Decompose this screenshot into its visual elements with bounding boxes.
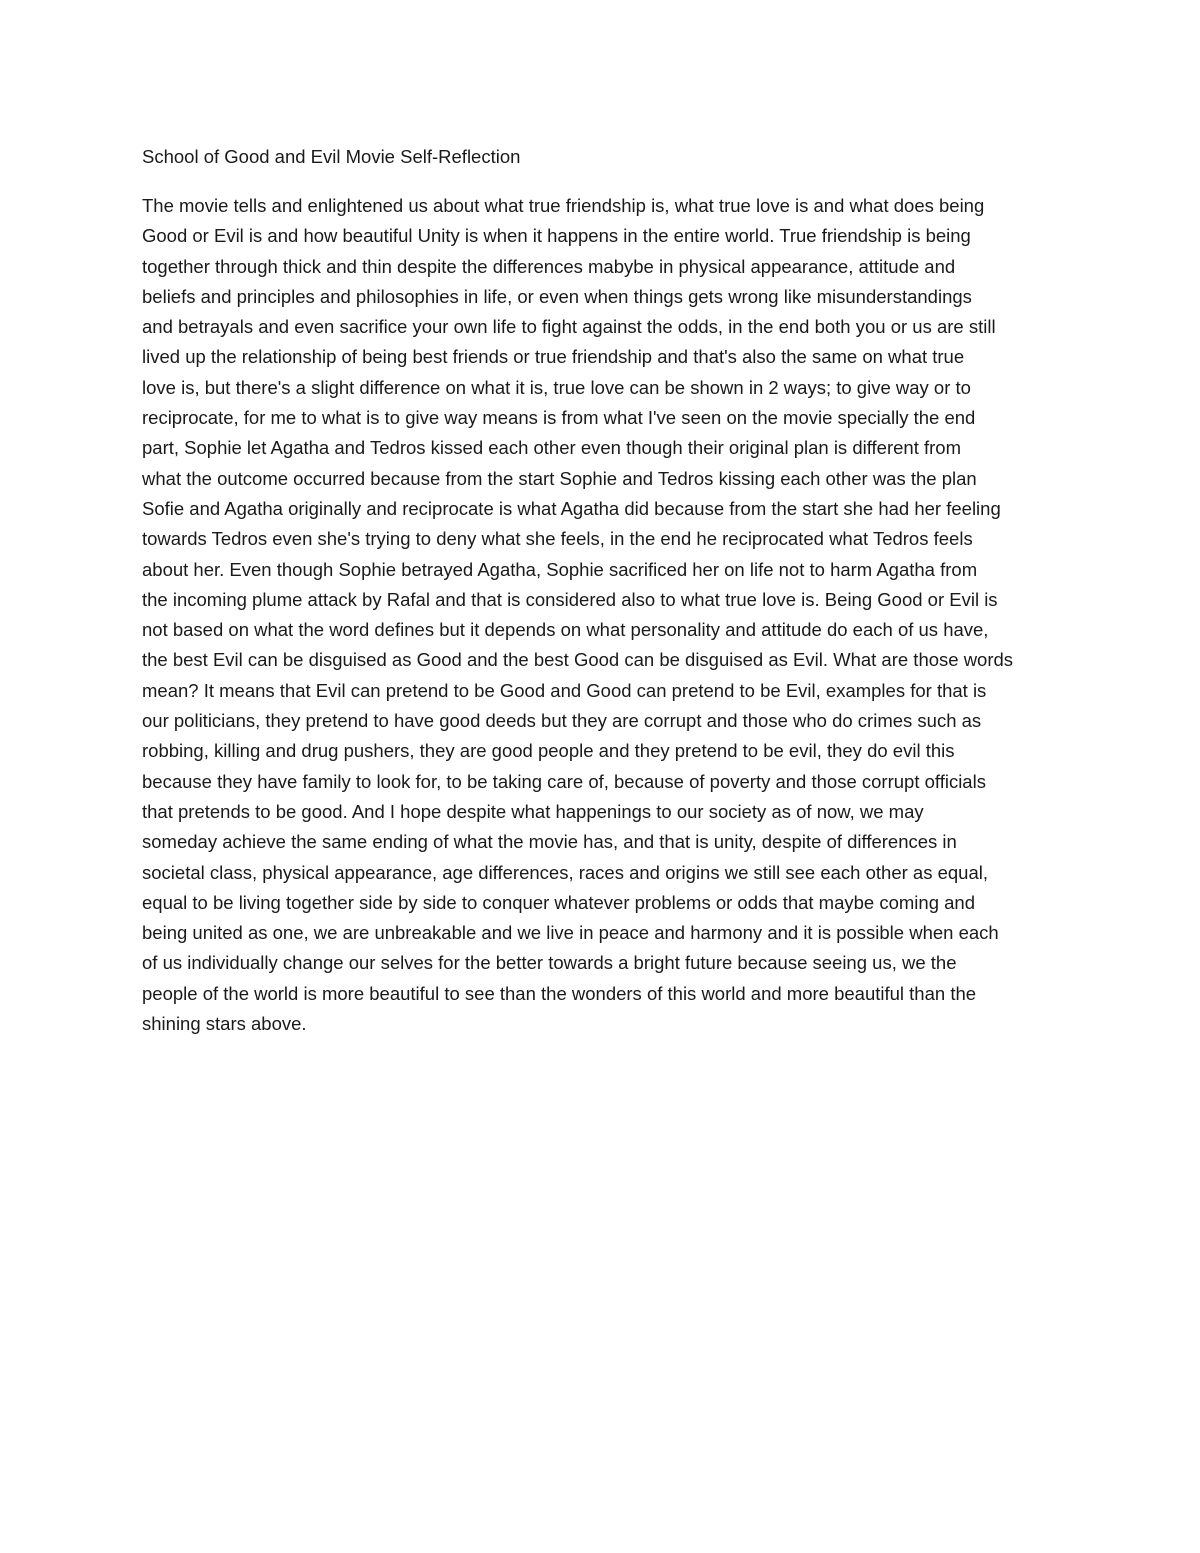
body-line: being united as one, we are unbreakable and we live in peace and harmony and it is possible when each <box>142 922 999 944</box>
body-line: because they have family to look for, to be taking care of, because of poverty and those corrupt officials <box>142 770 986 792</box>
body-line: The movie tells and enlightened us about what true friendship is, what true love is and what does being <box>142 195 985 216</box>
body-line: robbing, killing and drug pushers, they are good people and they pretend to be evil, they do evil this <box>142 740 955 762</box>
body-line: towards Tedros even she's trying to deny what she feels, in the end he reciprocated what Tedros feels <box>142 528 973 550</box>
body-line: part, Sophie let Agatha and Tedros kissed each other even though their original plan is different from <box>142 437 961 459</box>
body-line: not based on what the word defines but it depends on what personality and attitude do each of us have, <box>142 619 989 641</box>
body-line: the incoming plume attack by Rafal and that is considered also to what true love is. Being Good or Evil is <box>142 588 998 610</box>
document-body <box>142 191 1062 1039</box>
body-line: what the outcome occurred because from the start Sophie and Tedros kissing each other was the plan <box>142 467 977 489</box>
body-line: Sofie and Agatha originally and reciprocate is what Agatha did because from the start she had her feeling <box>142 497 1001 519</box>
body-line: mean? It means that Evil can pretend to be Good and Good can pretend to be Evil, examples for that is <box>142 679 987 701</box>
body-line: beliefs and principles and philosophies in life, or even when things gets wrong like misunderstandings <box>142 285 972 307</box>
body-line: about her. Even though Sophie betrayed Agatha, Sophie sacrificed her on life not to harm Agatha from <box>142 558 978 580</box>
document-title: School of Good and Evil Movie Self-Reflection <box>142 146 521 167</box>
body-line: someday achieve the same ending of what the movie has, and that is unity, despite of differences in <box>142 831 957 853</box>
body-line: Good or Evil is and how beautiful Unity is when it happens in the entire world. True friendship is being <box>142 225 971 247</box>
body-line: together through thick and thin despite the differences mabybe in physical appearance, attitude and <box>142 255 956 277</box>
body-line: reciprocate, for me to what is to give way means is from what I've seen on the movie specially the end <box>142 407 976 429</box>
document-content <box>142 142 1062 1039</box>
body-line: societal class, physical appearance, age differences, races and origins we still see each other as equal, <box>142 861 989 883</box>
body-line: love is, but there's a slight difference on what it is, true love can be shown in 2 ways; to give way or to <box>142 376 971 398</box>
body-line: that pretends to be good. And I hope despite what happenings to our society as of now, we may <box>142 800 924 822</box>
body-line: and betrayals and even sacrifice your own life to fight against the odds, in the end both you or us are still <box>142 316 996 338</box>
body-line: shining stars above. <box>142 1013 307 1035</box>
body-line: of us individually change our selves for the better towards a bright future because seeing us, we the <box>142 952 957 974</box>
body-line: equal to be living together side by side to conquer whatever problems or odds that maybe coming and <box>142 891 975 913</box>
body-line: our politicians, they pretend to have good deeds but they are corrupt and those who do crimes such as <box>142 710 982 732</box>
body-line: people of the world is more beautiful to see than the wonders of this world and more beautiful than the <box>142 982 977 1004</box>
body-line: the best Evil can be disguised as Good and the best Good can be disguised as Evil. What are those words <box>142 649 1014 671</box>
body-line: lived up the relationship of being best friends or true friendship and that's also the same on what true <box>142 346 965 368</box>
